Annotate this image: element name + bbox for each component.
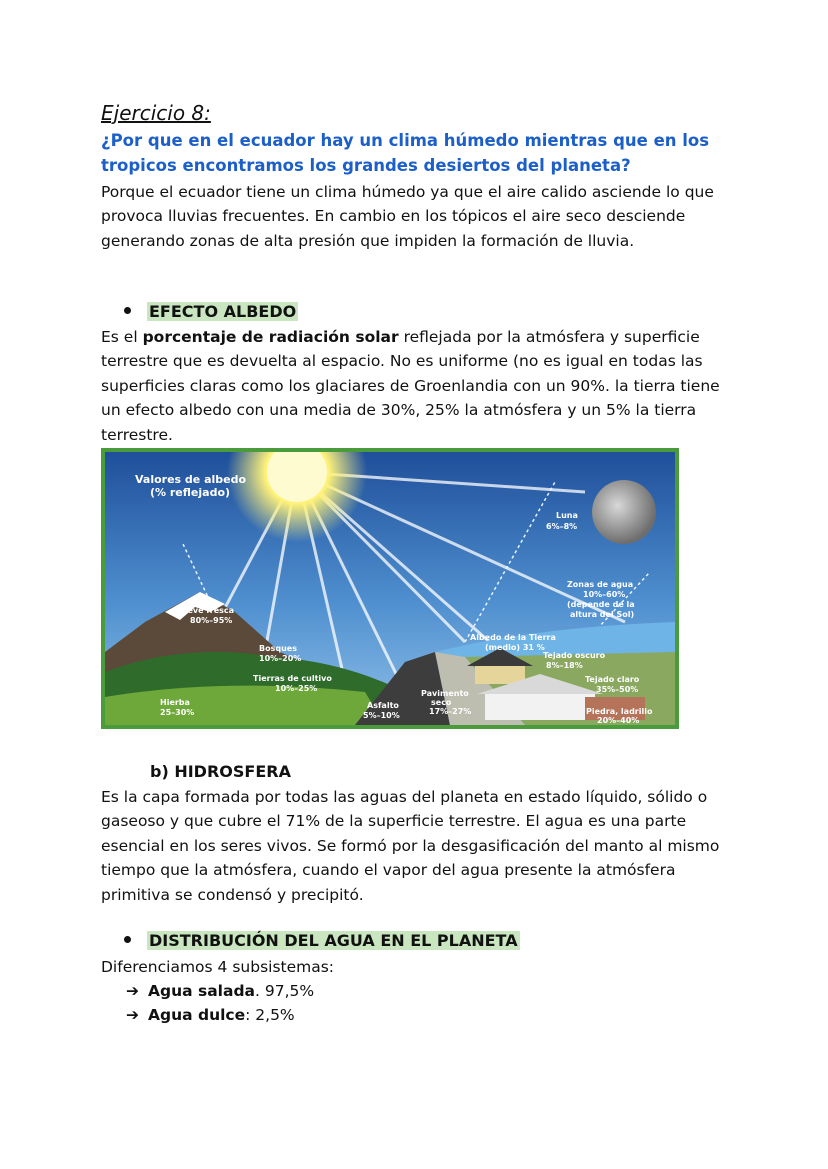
tejado-claro-value: 35%–50% xyxy=(596,685,639,694)
hierba-value: 25–30% xyxy=(160,708,195,717)
piedra-value: 20%–40% xyxy=(597,716,640,725)
cultivo-label: Tierras de cultivo xyxy=(253,674,332,683)
agua-label-2: 10%–60% xyxy=(583,590,626,599)
bullet-icon xyxy=(124,936,131,943)
bullet-icon xyxy=(124,307,131,314)
hierba-label: Hierba xyxy=(160,698,190,707)
answer-text: Porque el ecuador tiene un clima húmedo ya que el aire calido asciende lo que provoca lluvias frecuentes. En cambio en los tópicos el aire seco desciende generando zonas de alta presión que impiden la formación de lluvia. xyxy=(101,183,714,250)
list-item-rest: : 2,5% xyxy=(245,1006,295,1024)
house-light-roof xyxy=(485,692,595,720)
albedo-text-bold: porcentaje de radiación solar xyxy=(142,328,399,346)
luna-label: Luna xyxy=(556,511,578,520)
asfalto-label: Asfalto xyxy=(367,701,399,710)
tierra-label-1: Albedo de la Tierra xyxy=(470,633,556,642)
bosques-value: 10%–20% xyxy=(259,654,302,663)
distribucion-heading xyxy=(124,929,520,953)
albedo-text-rest: reflejada por la atmósfera y superficie terrestre que es devuelta al espacio. No es uniforme (no es igual en todas las superficies claras como los glaciares de Groenlandia con un 90%. la tierra tiene un efecto albedo con una media de 30%, 25% la atmósfera y un 5% la tierra terrestre. xyxy=(101,328,720,444)
asfalto-value: 5%–10% xyxy=(363,711,400,720)
pavimento-label-2: seco xyxy=(431,698,452,707)
agua-label-4: altura del Sol) xyxy=(570,610,635,619)
luna-value: 6%–8% xyxy=(546,522,578,531)
house-dark-roof xyxy=(475,664,525,684)
figure-title-1: Valores de albedo xyxy=(135,473,247,486)
distribucion-intro: Diferenciamos 4 subsistemas: xyxy=(101,958,335,976)
hidrosfera-paragraph: Es la capa formada por todas las aguas del planeta en estado líquido, sólido o gaseoso y que cubre el 71% de la superficie terrestre. El agua es una parte esencial en los seres vivos. Se formó por la desgasificación del manto al mismo tiempo que la atmósfera, cuando el vapor del agua presente la atmósfera primitiva se condensó y precipitó. xyxy=(101,788,720,904)
moon xyxy=(592,480,656,544)
tejado-oscuro-label: Tejado oscuro xyxy=(543,651,606,660)
grass-field xyxy=(105,686,385,725)
tejado-oscuro-value: 8%–18% xyxy=(546,661,583,670)
cultivo-value: 10%–25% xyxy=(275,684,318,693)
question-text: ¿Por que en el ecuador hay un clima húmedo mientras que en los tropicos encontramos los grandes desiertos del planeta? xyxy=(101,131,710,175)
bosques-label: Bosques xyxy=(259,644,297,653)
list-item-rest: . 97,5% xyxy=(255,982,315,1000)
pavimento-value: 17%–27% xyxy=(429,707,472,716)
exercise-title: Ejercicio 8: xyxy=(101,101,211,125)
pavimento-label-1: Pavimento xyxy=(421,689,469,698)
tejado-claro-label: Tejado claro xyxy=(585,675,640,684)
albedo-illustration xyxy=(105,452,675,725)
list-item xyxy=(126,1003,295,1027)
albedo-heading xyxy=(124,300,298,324)
albedo-heading-label: EFECTO ALBEDO xyxy=(149,302,297,321)
nieve-label: Nieve fresca xyxy=(178,606,235,615)
arrow-icon: ➔ xyxy=(126,982,139,1000)
agua-label-1: Zonas de agua xyxy=(567,580,634,589)
nieve-value: 80%–95% xyxy=(190,616,233,625)
albedo-paragraph xyxy=(101,325,741,447)
albedo-figure xyxy=(101,448,679,729)
albedo-text-prefix: Es el xyxy=(101,328,143,346)
figure-title-2: (% reflejado) xyxy=(150,486,231,499)
agua-label-3: (depende de la xyxy=(567,600,635,609)
piedra-label: Piedra, ladrillo xyxy=(586,707,653,716)
tierra-label-2: (medio) 31 % xyxy=(485,643,545,652)
list-item xyxy=(126,979,314,1003)
distribucion-heading-label: DISTRIBUCIÓN DEL AGUA EN EL PLANETA xyxy=(149,931,518,950)
hidrosfera-heading: b) HIDROSFERA xyxy=(150,762,291,781)
list-item-bold: Agua salada xyxy=(148,982,255,1000)
arrow-icon: ➔ xyxy=(126,1006,139,1024)
list-item-bold: Agua dulce xyxy=(148,1006,246,1024)
